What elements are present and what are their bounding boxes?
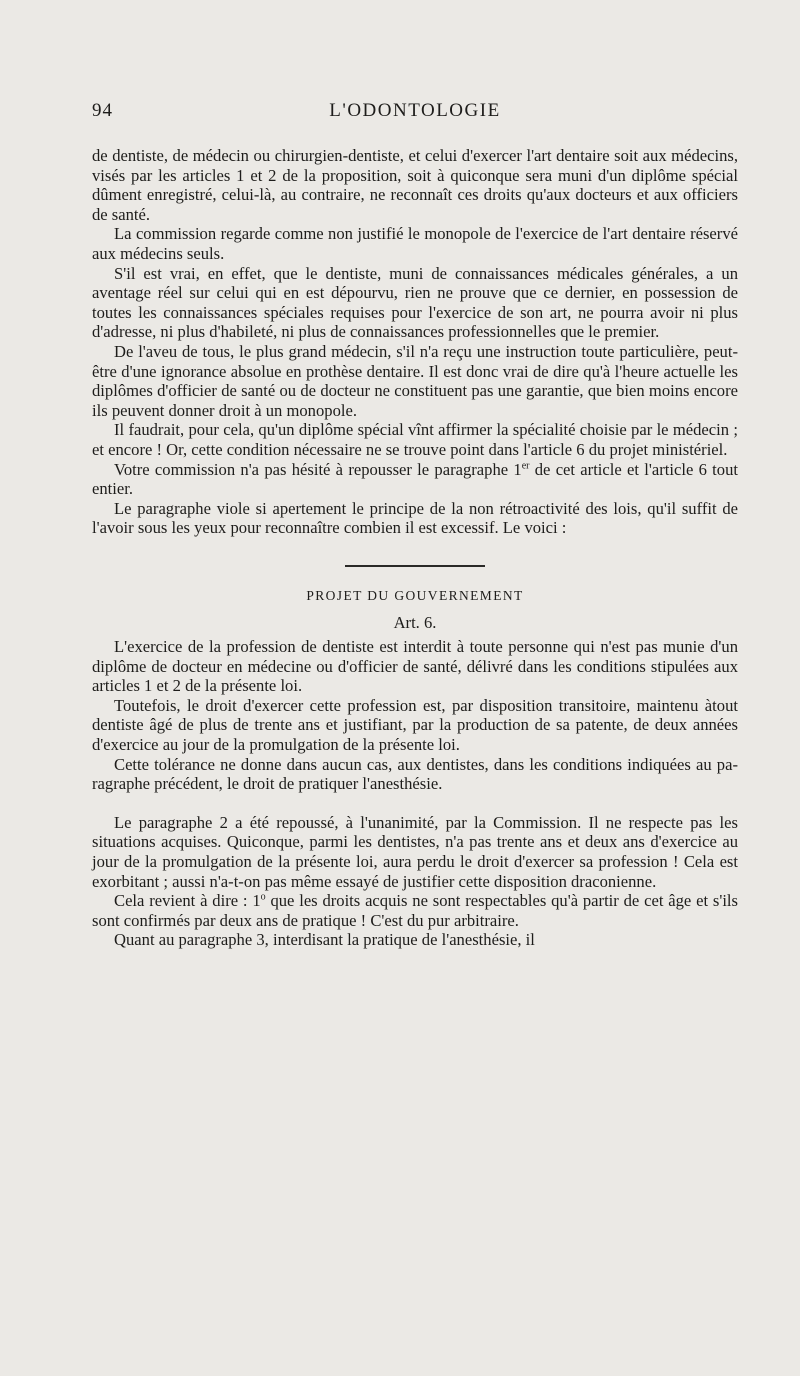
journal-title: L'ODONTOLOGIE — [329, 100, 501, 121]
text-run: que les droits acquis ne sont respectables qu'à partir de cet âge et s'ils sont confirmés par deux ans de pratique ! C'est du pur arbitraire. — [92, 891, 739, 930]
text-run: de cet article et l'article 6 tout entier. — [92, 459, 738, 499]
paragraph: Il faudrait, pour cela, qu'un diplôme spécial vînt affirmer la spécialité choisie par le médecin ; et encore ! Or, cette condition nécessaire ne se trouve point dans l'article 6 du projet ministériel. — [92, 420, 738, 459]
page-number: 94 — [92, 100, 113, 121]
text-run: Votre commission n'a pas hésité à repousser le paragraphe 1 — [114, 459, 522, 479]
paragraph: Le paragraphe 2 a été repoussé, à l'unanimité, par la Commission. Il ne respecte pas les situations acquises. Quiconque, parmi les dentistes, n'a pas trente ans et deux ans d'exercice au jour de la promulgation de la présente loi, aura perdu le droit d'exercer sa profession ! Cela est exorbitant ; aussi n'a-t-on pas même essayé de justifier cette disposition draconienne. — [92, 812, 738, 891]
paragraph: La commission regarde comme non justifié le monopole de l'exercice de l'art dentaire réservé aux médecins seuls. — [92, 224, 738, 263]
superscript: o — [260, 891, 266, 903]
spacer — [92, 794, 738, 813]
body-text — [92, 146, 738, 950]
quoted-paragraph: Toutefois, le droit d'exercer cette profession est, par disposition transitoire, maintenu àtout dentiste âgé de plus de trente ans et justifiant, par la production de sa patente, de deux années d'exercice au jour de la promulgation de la présente loi. — [92, 695, 738, 755]
text-run: Cela revient à dire : 1 — [114, 891, 261, 911]
article-heading: Art. 6. — [393, 613, 437, 633]
paragraph: Le paragraphe viole si apertement le principe de la non rétroactivité des lois, qu'il suffit de l'avoir sous les yeux pour reconnaître combien il est excessif. Le voici : — [92, 498, 738, 538]
paragraph-commission — [92, 460, 738, 499]
running-head — [92, 100, 738, 130]
section-heading: PROJET DU GOUVERNEMENT — [306, 587, 524, 603]
quoted-paragraph: L'exercice de la profession de dentiste est interdit à toute personne qui n'est pas munie d'un diplôme de docteur en médecine ou d'officier de santé, délivré dans les conditions stipulées aux articles 1 et 2 de la présente loi. — [92, 637, 738, 696]
paragraph: de dentiste, de médecin ou chirurgien-dentiste, et celui d'exercer l'art dentaire soit aux médecins, visés par les articles 1 et 2 de la proposition, soit à quiconque sera muni d'un diplôme spécial dûment enregistré, celui-là, au contraire, ne reconnaît ces droits qu'aux docteurs et aux officiers de santé. — [92, 146, 738, 224]
paragraph: De l'aveu de tous, le plus grand médecin, s'il n'a reçu une instruction toute particulière, peut-être d'une ignorance absolue en prothèse dentaire. Il est donc vrai de dire qu'à l'heure actuelle les diplômes d'officier de santé ou de docteur ne constituent pas une garantie, que bien moins encore ils peuvent donner droit à un monopole. — [92, 341, 738, 420]
paragraph: Quant au paragraphe 3, interdisant la pratique de l'anesthésie, il — [114, 930, 535, 950]
paragraph-age — [92, 891, 738, 930]
paragraph: S'il est vrai, en effet, que le dentiste, muni de connaissances médicales générales, a un aventage réel sur celui qui en est dépourvu, rien ne prouve que ce dernier, en possession de toutes les connaissances spéciales requises pour l'exercice de son art, ne pourra avoir ni plus d'adresse, ni plus d'habileté, ni plus de connaissances professionnelles que le premier. — [92, 263, 738, 342]
section-divider — [345, 565, 485, 567]
quoted-paragraph: Cette tolérance ne donne dans aucun cas, aux dentistes, dans les conditions indiquées au pa- ragraphe précédent, le droit de pratiquer l'anesthésie. — [92, 754, 738, 794]
superscript: er — [521, 459, 530, 471]
